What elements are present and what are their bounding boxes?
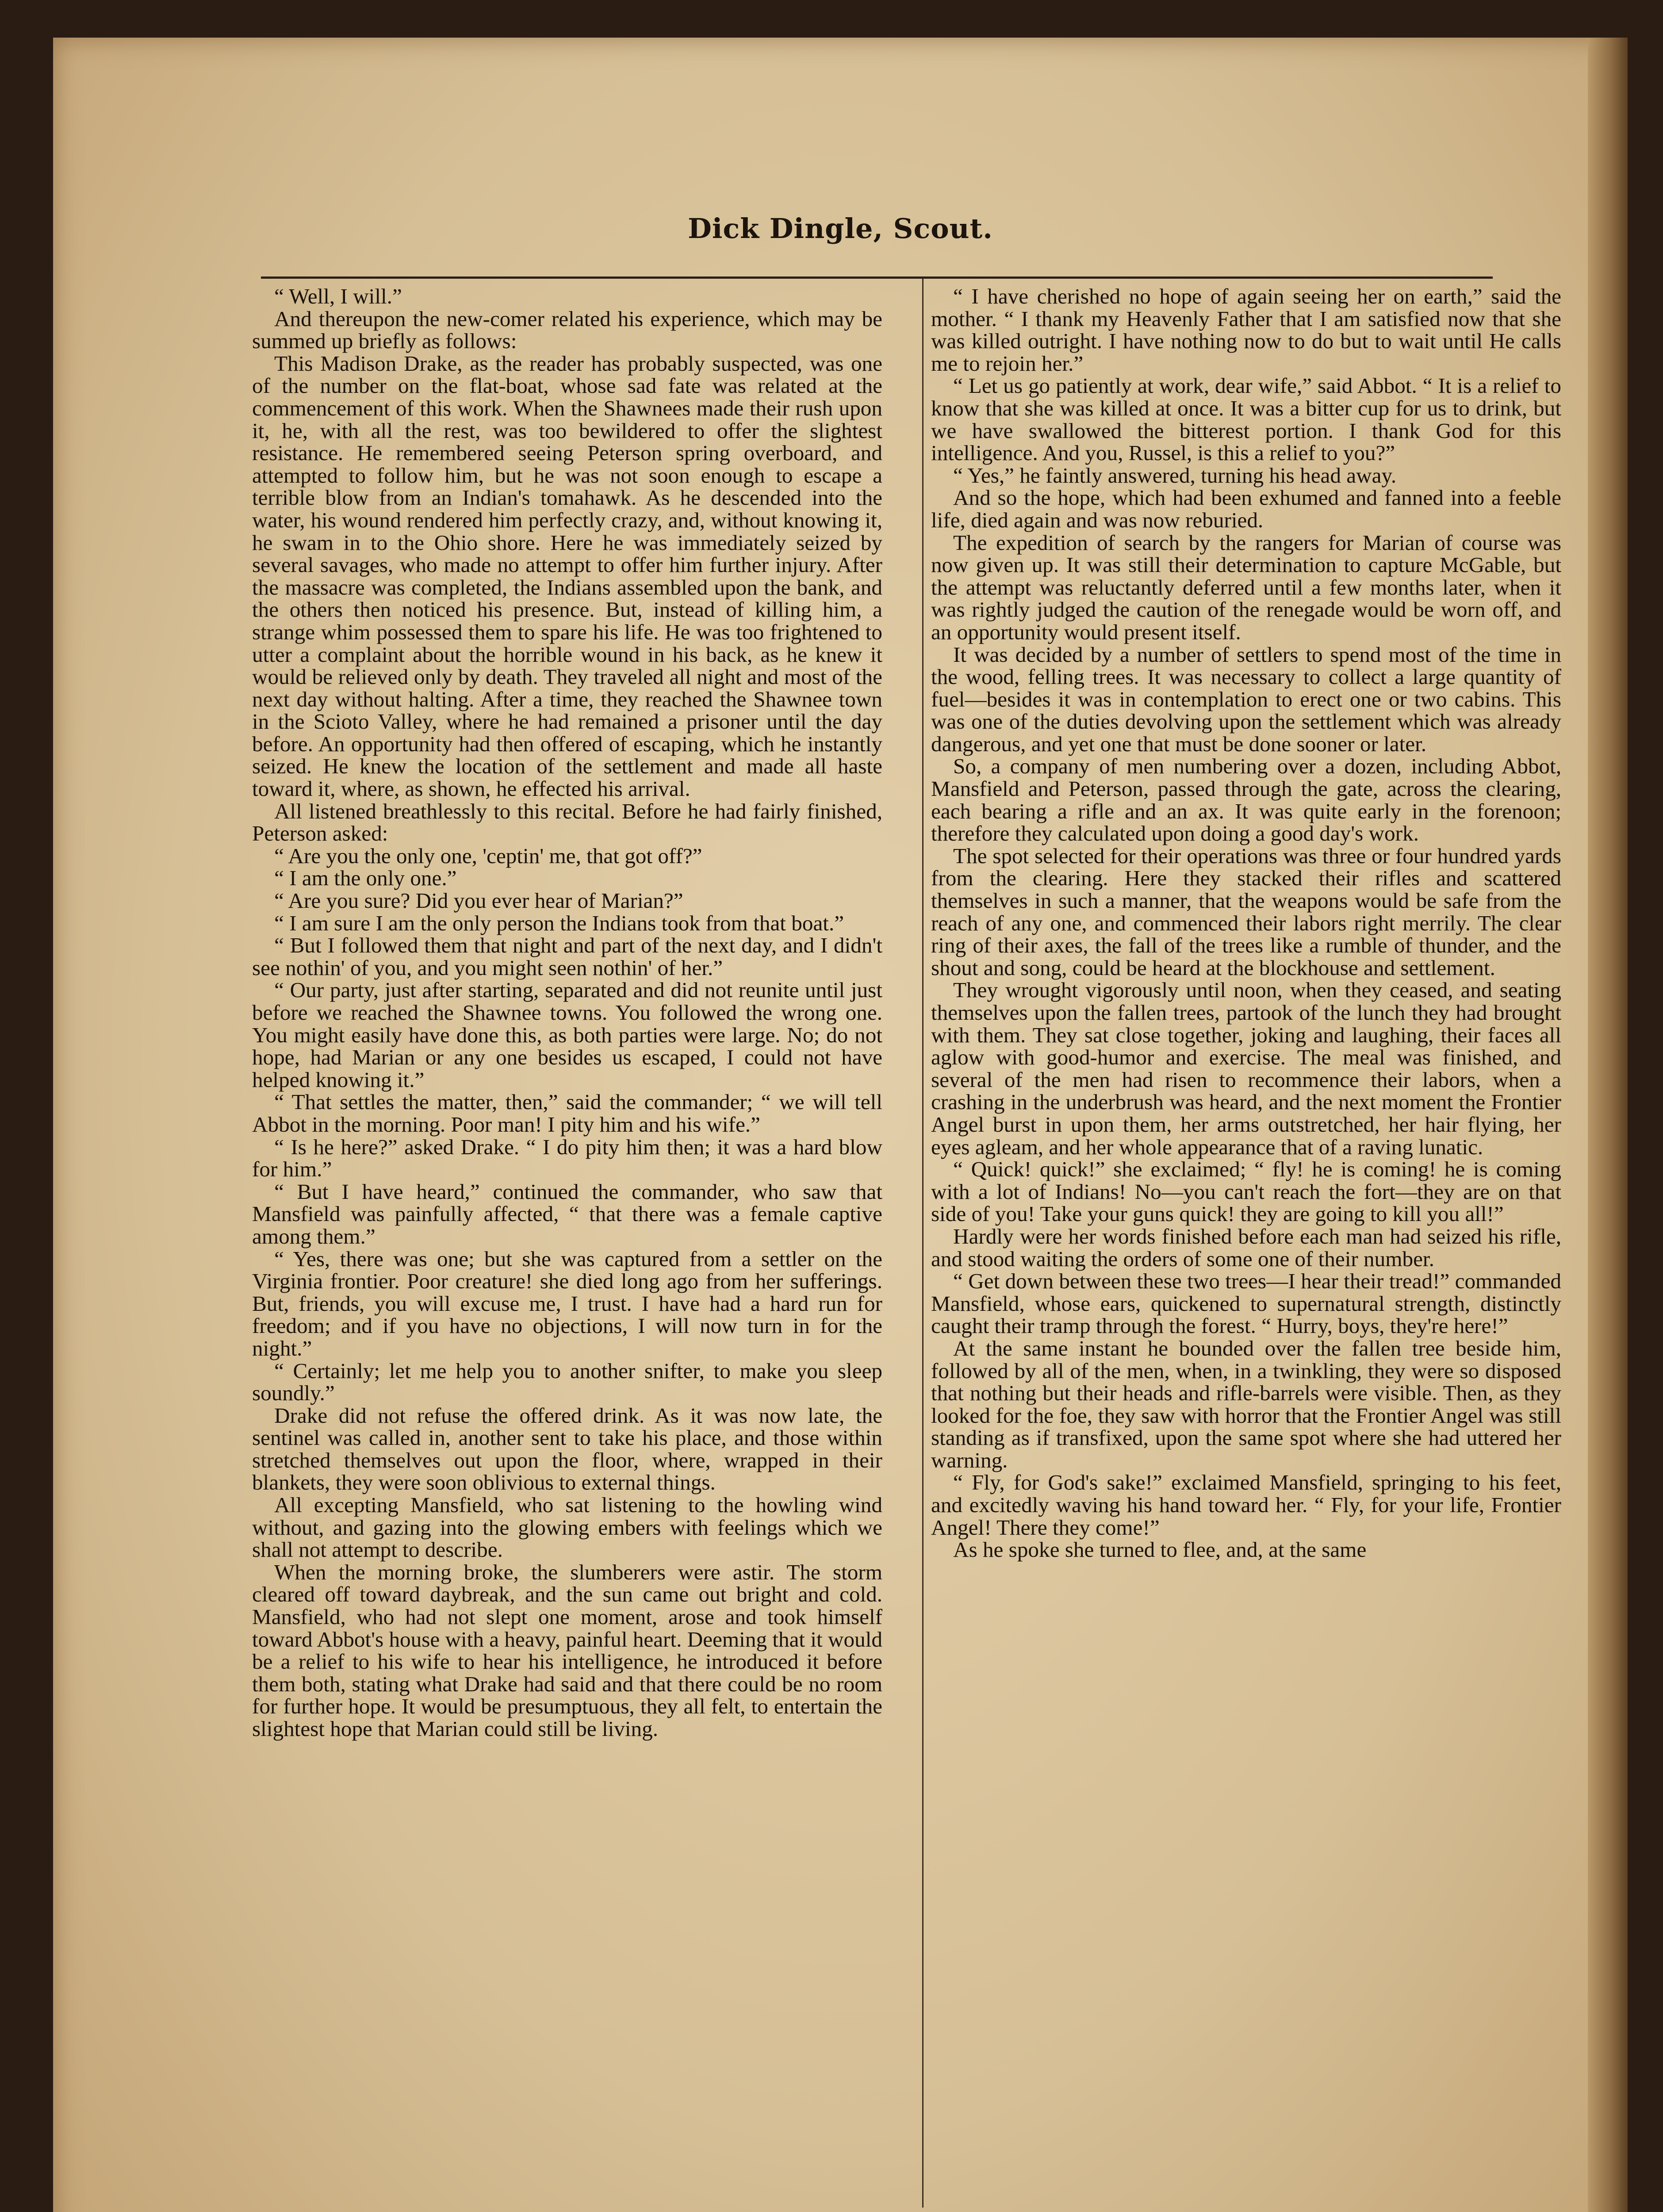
column-divider	[922, 279, 923, 2208]
paragraph: “ Are you the only one, 'ceptin' me, that got off?”	[274, 843, 702, 868]
paragraph: The expedition of search by the rangers for Marian of course was now given up. It was still their determination to capture McGable, but the attempt was reluctantly deferred until a few months later, when it was rightly judged the caution of the renegade would be worn off, and an opportunity would present itself.	[931, 530, 1561, 644]
paragraph: When the morning broke, the slumberers were astir. The storm cleared off toward daybreak, and the sun came out bright and cold. Mansfield, who had not slept one moment, arose and took himself toward Abbot's house with a heavy, painful heart. Deeming that it would be a relief to his wife to hear his intelligence, he introduced it before them both, stating what Drake had said and that there could be no room for further hope. It would be presumptuous, they all felt, to entertain the slightest hope that Marian could still be living.	[252, 1559, 882, 1741]
paragraph: “ Well, I will.”	[274, 285, 402, 308]
paragraph: And thereupon the new-comer related his experience, which may be summed up briefly as follows:	[252, 306, 882, 353]
paragraph: It was decided by a number of settlers to spend most of the time in the wood, felling trees. It was necessary to collect a large quantity of fuel—besides it was in contemplation to erect one or two cabins. This was one of the duties devolving upon the settlement which was already dangerous, and yet one that must be done sooner or later.	[931, 642, 1561, 756]
paragraph: “ Yes,” he faintly answered, turning his head away.	[953, 463, 1397, 488]
paragraph: “ Quick! quick!” she exclaimed; “ fly! he is coming! he is coming with a lot of Indians! No—you can't reach the fort—they are on that side of you! Take your guns quick! they are going to kill you all!”	[931, 1157, 1561, 1226]
paragraph: The spot selected for their operations was three or four hundred yards from the clearing. Here they stacked their rifles and scattered themselves in such a manner, that the weapons would be safe from the reach of any one, and commenced their labors right merrily. The clear ring of their axes, the fall of the trees like a rumble of thunder, and the shout and song, could be heard at the blockhouse and settlement.	[931, 843, 1561, 980]
paragraph: Drake did not refuse the offered drink. As it was now late, the sentinel was called in, another sent to take his place, and those within stretched themselves out upon the floor, where, wrapped in their blankets, they were soon oblivious to external things.	[252, 1403, 882, 1495]
paragraph: All excepting Mansfield, who sat listening to the howling wind without, and gazing into the glowing embers with feelings which we shall not attempt to describe.	[252, 1493, 882, 1562]
paragraph: At the same instant he bounded over the fallen tree beside him, followed by all of the men, when, in a twinkling, they were so disposed that nothing but their heads and rifle-barrels were visible. Then, as they looked for the foe, they saw with horror that the Frontier Angel was still standing as if transfixed, upon the same spot where she had uttered her warning.	[931, 1336, 1561, 1472]
paragraph: “ Certainly; let me help you to another snifter, to make you sleep soundly.”	[252, 1358, 882, 1406]
paragraph: “ I am sure I am the only person the Indians took from that boat.”	[274, 910, 844, 935]
paragraph: “ I am the only one.”	[274, 866, 457, 891]
paragraph: As he spoke she turned to flee, and, at the same	[953, 1537, 1367, 1562]
paragraph: “ Fly, for God's sake!” exclaimed Mansfield, springing to his feet, and excitedly waving his hand toward her. “ Fly, for your life, Frontier Angel! There they come!”	[931, 1470, 1561, 1540]
paragraph: “ But I have heard,” continued the commander, who saw that Mansfield was painfully affected, “ that there was a female captive among them.”	[252, 1179, 882, 1248]
paragraph: This Madison Drake, as the reader has probably suspected, was one of the number on the flat-boat, whose sad fate was related at the commencement of this work. When the Shawnees made their rush upon it, he, with all the rest, was too bewildered to offer the slightest resistance. He remembered seeing Peterson spring overboard, and attempted to follow him, but he was not soon enough to escape a terrible blow from an Indian's tomahawk. As he descended into the water, his wound rendered him perfectly crazy, and, without knowing it, he swam in to the Ohio shore. Here he was immediately seized by several savages, who made no attempt to offer him further injury. After the massacre was completed, the Indians assembled upon the bank, and the others then noticed his presence. But, instead of killing him, a strange whim possessed them to spare his life. He was too frightened to utter a complaint about the horrible wound in his back, as he knew it would be relieved only by death. They traveled all night and most of the next day without halting. After a time, they reached the Shawnee town in the Scioto Valley, where he had remained a prisoner until the day before. An opportunity had then offered of escaping, which he instantly seized. He knew the location of the settlement and made all haste toward it, where, as shown, he effected his arrival.	[252, 351, 882, 801]
paragraph: They wrought vigorously until noon, when they ceased, and seating themselves upon the fallen trees, partook of the lunch they had brought with them. They sat close together, joking and laughing, their faces all aglow with good-humor and exercise. The meal was finished, and several of the men had risen to recommence their labors, when a crashing in the underbrush was heard, and the next moment the Frontier Angel burst in upon them, her arms outstretched, her hair flying, her eyes agleam, and her whole appearance that of a raving lunatic.	[931, 978, 1561, 1159]
paragraph: “ Get down between these two trees—I hear their tread!” commanded Mansfield, whose ears, quickened to supernatural strength, distinctly caught their tramp through the forest. “ Hurry, boys, they're here!”	[931, 1269, 1561, 1338]
header-rule	[261, 276, 1493, 279]
page-title: Dick Dingle, Scout.	[688, 212, 993, 245]
paragraph: “ Let us go patiently at work, dear wife,” said Abbot. “ It is a relief to know that she was killed at once. It was a bitter cup for us to drink, but we have swallowed the bitterest portion. I thank God for this intelligence. And you, Russel, is this a relief to you?”	[931, 373, 1561, 465]
paragraph: “ Yes, there was one; but she was captured from a settler on the Virginia frontier. Poor creature! she died long ago from her sufferings. But, friends, you will excuse me, I trust. I have had a hard run for freedom; and if you have no objections, I will now turn in for the night.”	[252, 1246, 882, 1360]
paragraph: “ That settles the matter, then,” said the commander; “ we will tell Abbot in the morning. Poor man! I pity him and his wife.”	[252, 1090, 882, 1137]
paragraph: “ Is he here?” asked Drake. “ I do pity him then; it was a hard blow for him.”	[252, 1134, 882, 1182]
page-spine-edge	[1588, 38, 1628, 2212]
paragraph: “ But I followed them that night and part of the next day, and I didn't see nothin' of you, and you might seen nothin' of her.”	[252, 933, 882, 980]
paragraph: “ Our party, just after starting, separated and did not reunite until just before we reached the Shawnee towns. You followed the wrong one. You might easily have done this, as both parties were large. No; do not hope, had Marian or any one besides us escaped, I could not have helped knowing it.”	[252, 978, 882, 1092]
paragraph: All listened breathlessly to this recital. Before he had fairly finished, Peterson asked:	[252, 799, 882, 846]
paragraph: And so the hope, which had been exhumed and fanned into a feeble life, died again and was now reburied.	[931, 485, 1561, 532]
paragraph: “ I have cherished no hope of again seeing her on earth,” said the mother. “ I thank my Heavenly Father that I am satisfied now that she was killed outright. I have nothing now to do but to wait until He calls me to rejoin her.”	[931, 285, 1561, 376]
left-column	[252, 285, 882, 2212]
paragraph: Hardly were her words finished before each man had seized his rifle, and stood waiting the orders of some one of their number.	[931, 1224, 1561, 1271]
paragraph: So, a company of men numbering over a dozen, including Abbot, Mansfield and Peterson, passed through the gate, across the clearing, each bearing a rifle and an ax. It was quite early in the forenoon; therefore they calculated upon doing a good day's work.	[931, 754, 1561, 846]
magazine-page	[53, 38, 1628, 2212]
paragraph: “ Are you sure? Did you ever hear of Marian?”	[274, 888, 683, 913]
right-column	[931, 285, 1561, 2212]
